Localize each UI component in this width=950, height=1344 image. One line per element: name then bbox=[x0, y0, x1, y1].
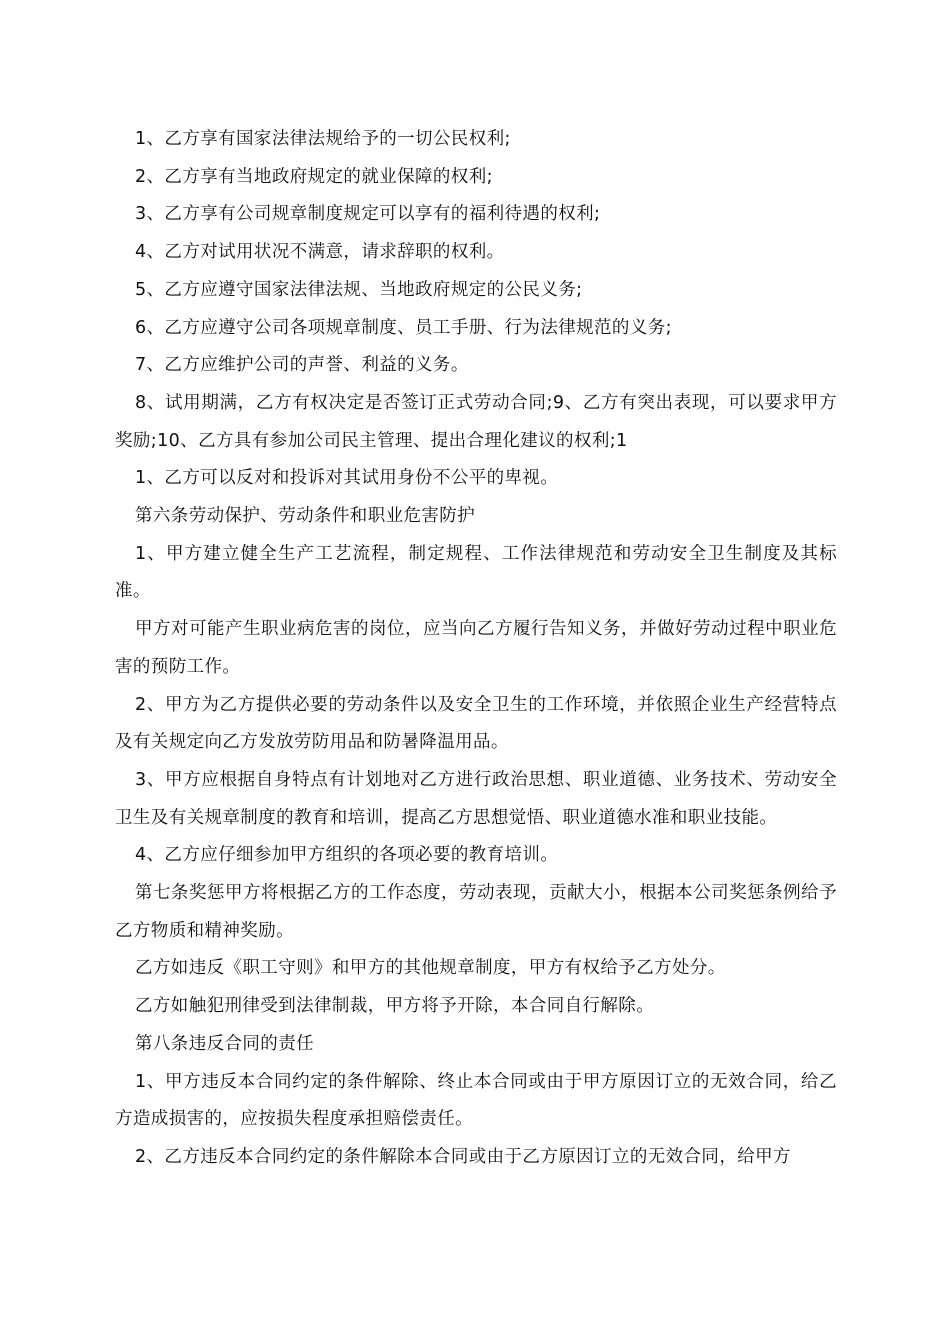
paragraph-duty-5: 5、乙方应遵守国家法律法规、当地政府规定的公民义务; bbox=[135, 279, 583, 300]
paragraph-rights-11: 1、乙方可以反对和投诉对其试用身份不公平的卑视。 bbox=[135, 468, 559, 489]
paragraph-rights-4: 4、乙方对试用状况不满意，请求辞职的权利。 bbox=[135, 242, 505, 263]
paragraph-protection-2: 2、甲方为乙方提供必要的劳动条件以及安全卫生的工作环境，并依照企业生产经营特点及有关规定向乙方发放劳防用品和防暑降温用品。 bbox=[115, 694, 837, 753]
paragraph-rights-8-10: 8、试用期满，乙方有权决定是否签订正式劳动合同;9、乙方有突出表现，可以要求甲方奖励;10、乙方具有参加公司民主管理、提出合理化建议的权利;1 bbox=[115, 392, 837, 451]
paragraph-liability-2: 2、乙方违反本合同约定的条件解除本合同或由于乙方原因订立的无效合同，给甲方 bbox=[135, 1146, 791, 1167]
paragraph-duty-6: 6、乙方应遵守公司各项规章制度、员工手册、行为法律规范的义务; bbox=[135, 317, 672, 338]
document-body bbox=[115, 121, 837, 1177]
section-heading-article-7: 第七条奖惩甲方将根据乙方的工作态度，劳动表现，贡献大小，根据本公司奖惩条例给予乙方物质和精神奖励。 bbox=[115, 883, 837, 941]
paragraph-protection-3: 3、甲方应根据自身特点有计划地对乙方进行政治思想、职业道德、业务技术、劳动安全卫生及有关规章制度的教育和培训，提高乙方思想觉悟、职业道德水准和职业技能。 bbox=[115, 769, 837, 828]
paragraph-duty-7: 7、乙方应维护公司的声誉、利益的义务。 bbox=[135, 355, 469, 376]
section-heading-article-6: 第六条劳动保护、劳动条件和职业危害防护 bbox=[135, 506, 476, 527]
paragraph-rights-1: 1、乙方享有国家法律法规给予的一切公民权利; bbox=[135, 129, 511, 149]
paragraph-rights-2: 2、乙方享有当地政府规定的就业保障的权利; bbox=[135, 166, 493, 187]
paragraph-rights-3: 3、乙方享有公司规章制度规定可以享有的福利待遇的权利; bbox=[135, 204, 601, 225]
paragraph-protection-notice: 甲方对可能产生职业病危害的岗位，应当向乙方履行告知义务，并做好劳动过程中职业危害的预防工作。 bbox=[115, 619, 837, 677]
paragraph-discipline: 乙方如违反《职工守则》和甲方的其他规章制度，甲方有权给予乙方处分。 bbox=[135, 958, 726, 979]
section-heading-article-8: 第八条违反合同的责任 bbox=[135, 1033, 314, 1054]
paragraph-protection-1: 1、甲方建立健全生产工艺流程，制定规程、工作法律规范和劳动安全卫生制度及其标准。 bbox=[115, 543, 837, 602]
paragraph-protection-4: 4、乙方应仔细参加甲方组织的各项必要的教育培训。 bbox=[135, 845, 559, 866]
paragraph-dismissal: 乙方如触犯刑律受到法律制裁，甲方将予开除，本合同自行解除。 bbox=[135, 996, 655, 1017]
paragraph-liability-1: 1、甲方违反本合同约定的条件解除、终止本合同或由于甲方原因订立的无效合同，给乙方造成损害的，应按损失程度承担赔偿责任。 bbox=[115, 1071, 837, 1130]
